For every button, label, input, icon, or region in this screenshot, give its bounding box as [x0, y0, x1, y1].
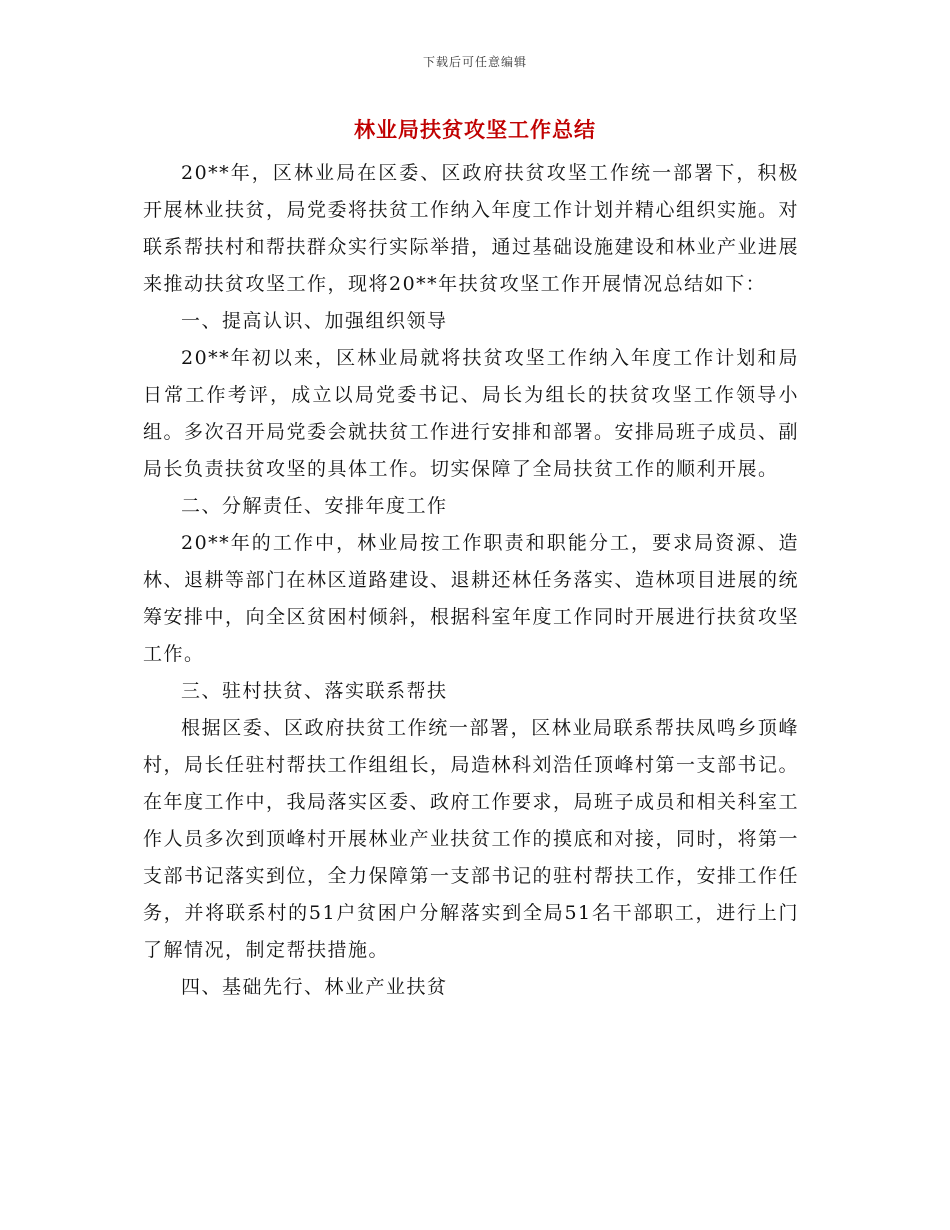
- section-heading-3: 三、驻村扶贫、落实联系帮扶: [181, 680, 448, 702]
- document-body: [143, 155, 799, 1006]
- document-title: 林业局扶贫攻坚工作总结: [354, 117, 596, 142]
- section-3-paragraph: 根据区委、区政府扶贫工作统一部署，区林业局联系帮扶凤鸣乡顶峰村，局长任驻村帮扶工作组组长，局造林科刘浩任顶峰村第一支部书记。在年度工作中，我局落实区委、政府工作要求，局班子成员和相关科室工作人员多次到顶峰村开展林业产业扶贫工作的摸底和对接，同时，将第一支部书记落实到位，全力保障第一支部书记的驻村帮扶工作，安排工作任务，并将联系村的51户贫困户分解落实到全局51名干部职工，进行上门了解情况，制定帮扶措施。: [143, 717, 800, 961]
- section-1-paragraph: 20**年初以来，区林业局就将扶贫攻坚工作纳入年度工作计划和局日常工作考评，成立以局党委书记、局长为组长的扶贫攻坚工作领导小组。多次召开局党委会就扶贫工作进行安排和部署。安排局班子成员、副局长负责扶贫攻坚的具体工作。切实保障了全局扶贫工作的顺利开展。: [143, 347, 800, 480]
- section-heading-2: 二、分解责任、安排年度工作: [181, 495, 448, 517]
- section-2-paragraph: 20**年的工作中，林业局按工作职责和职能分工，要求局资源、造林、退耕等部门在林区道路建设、退耕还林任务落实、造林项目进展的统筹安排中，向全区贫困村倾斜，根据科室年度工作同时开展进行扶贫攻坚工作。: [143, 532, 800, 665]
- intro-paragraph: 20**年，区林业局在区委、区政府扶贫攻坚工作统一部署下，积极开展林业扶贫，局党委将扶贫工作纳入年度工作计划并精心组织实施。对联系帮扶村和帮扶群众实行实际举措，通过基础设施建设和林业产业进展来推动扶贫攻坚工作，现将20**年扶贫攻坚工作开展情况总结如下：: [143, 162, 800, 295]
- section-heading-4: 四、基础先行、林业产业扶贫: [181, 976, 448, 998]
- section-heading-1: 一、提高认识、加强组织领导: [181, 310, 448, 332]
- page-header: 下载后可任意编辑: [422, 55, 527, 69]
